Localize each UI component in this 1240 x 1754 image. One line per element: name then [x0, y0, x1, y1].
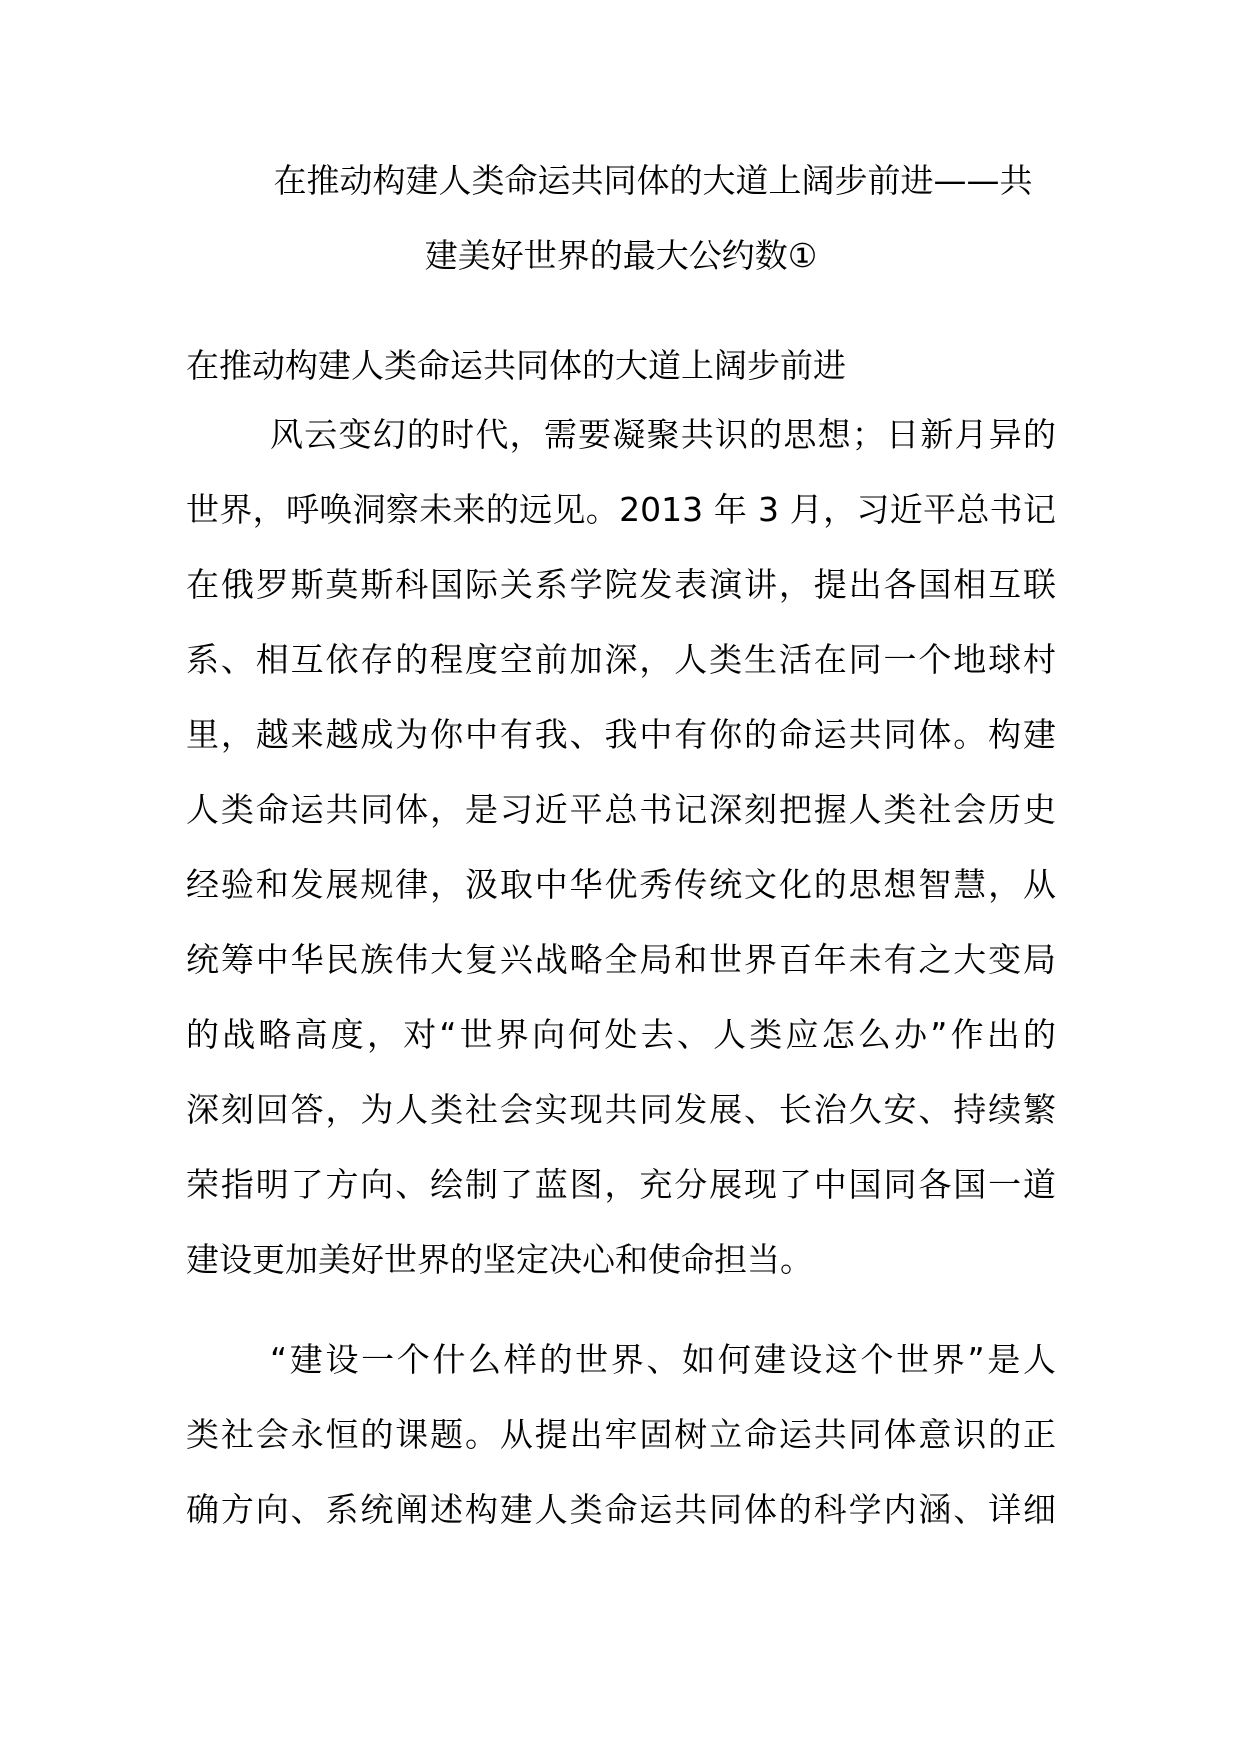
paragraph-line: 系、相互依存的程度空前加深，人类生活在同一个地球村: [186, 640, 1056, 679]
document-title: [186, 143, 1056, 293]
paragraph-1: [186, 397, 1056, 1297]
paragraph-line: 风云变幻的时代，需要凝聚共识的思想；日新月异的: [270, 415, 1056, 454]
paragraph-line: 人类命运共同体，是习近平总书记深刻把握人类社会历史: [186, 790, 1056, 829]
paragraph-line: 类社会永恒的课题。从提出牢固树立命运共同体意识的正: [186, 1415, 1056, 1454]
title-line-1: 在推动构建人类命运共同体的大道上阔步前进——共: [273, 161, 1033, 200]
paragraph-line: 深刻回答，为人类社会实现共同发展、长治久安、持续繁: [186, 1090, 1056, 1129]
paragraph-line: 在俄罗斯莫斯科国际关系学院发表演讲，提出各国相互联: [186, 565, 1056, 604]
paragraph-line: 的战略高度，对“世界向何处去、人类应怎么办”作出的: [186, 1015, 1056, 1054]
paragraph-2: [186, 1322, 1056, 1547]
paragraph-line: 里，越来越成为你中有我、我中有你的命运共同体。构建: [186, 715, 1056, 754]
paragraph-line: 确方向、系统阐述构建人类命运共同体的科学内涵、详细: [186, 1490, 1056, 1529]
title-line-2: 建美好世界的最大公约数①: [424, 236, 818, 275]
paragraph-line: 经验和发展规律，汲取中华优秀传统文化的思想智慧，从: [186, 865, 1056, 904]
paragraph-line: 统筹中华民族伟大复兴战略全局和世界百年未有之大变局: [186, 940, 1056, 979]
paragraph-line: 荣指明了方向、绘制了蓝图，充分展现了中国同各国一道: [186, 1165, 1056, 1204]
paragraph-line: 世界，呼唤洞察未来的远见。2013 年 3 月，习近平总书记: [186, 490, 1056, 529]
section-heading: 在推动构建人类命运共同体的大道上阔步前进: [186, 346, 846, 385]
paragraph-line: “建设一个什么样的世界、如何建设这个世界”是人: [270, 1340, 1056, 1379]
paragraph-line: 建设更加美好世界的坚定决心和使命担当。: [186, 1240, 813, 1279]
